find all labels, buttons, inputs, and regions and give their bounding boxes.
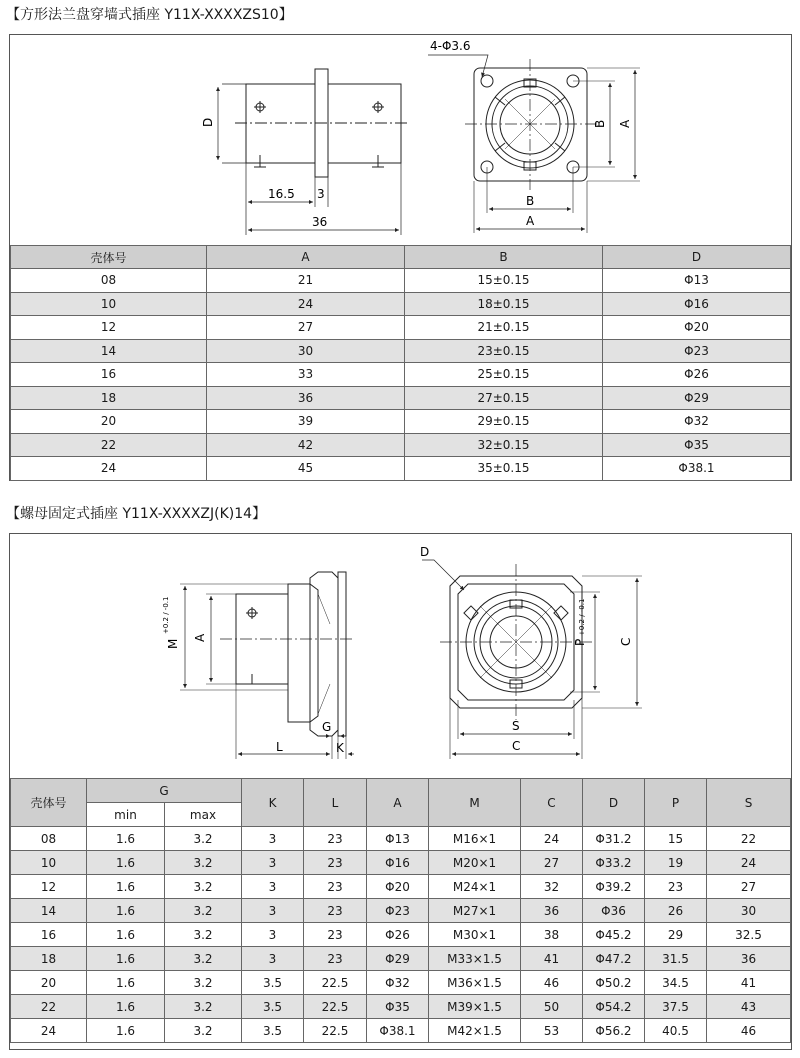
th-k: K [242,779,304,827]
table-cell: 18±0.15 [405,292,603,316]
table-cell: 30 [207,339,405,363]
table-cell: 12 [11,316,207,340]
table-cell: 27 [207,316,405,340]
table-cell: 27±0.15 [405,386,603,410]
table-cell: 16 [11,923,87,947]
dim-p-tolerance: +0.2 / -0.1 [578,598,586,636]
table-cell: 36 [707,947,791,971]
table-row [11,827,791,851]
table-cell: 33 [207,363,405,387]
dim-a-right-label: A [618,119,632,128]
section1-title: 【方形法兰盘穿墙式插座 Y11X-XXXXZS10】 [6,7,293,23]
table-cell: 20 [11,410,207,434]
table-cell: Φ32 [367,971,429,995]
table-cell: 23±0.15 [405,339,603,363]
table-cell: M39×1.5 [429,995,521,1019]
table-cell: 20 [11,971,87,995]
table-cell: 39 [207,410,405,434]
table-row [11,269,791,293]
table-cell: M16×1 [429,827,521,851]
table-cell: 22.5 [304,1019,367,1043]
table-cell: Φ23 [603,339,791,363]
table-cell: 1.6 [87,923,165,947]
table-cell: 1.6 [87,875,165,899]
table-cell: 26 [645,899,707,923]
table-cell: Φ26 [367,923,429,947]
table-cell: Φ35 [367,995,429,1019]
table-row [11,410,791,434]
table-cell: 22.5 [304,971,367,995]
table-cell: 15 [645,827,707,851]
table-cell: Φ39.2 [583,875,645,899]
table-cell: 29±0.15 [405,410,603,434]
dim-b-bottom-label: B [526,194,535,208]
dim-3-label: 3 [317,187,325,201]
section1-frame [9,34,792,481]
table-cell: Φ20 [367,875,429,899]
table-cell: M42×1.5 [429,1019,521,1043]
hole-label: 4-Φ3.6 [430,39,471,53]
th-s: S [707,779,791,827]
table-cell: 3.2 [165,971,242,995]
table-cell: Φ13 [367,827,429,851]
table-cell: 22.5 [304,995,367,1019]
table-cell: 21 [207,269,405,293]
table-row [11,433,791,457]
table-cell: 21±0.15 [405,316,603,340]
table-row [11,457,791,481]
table-cell: Φ26 [603,363,791,387]
dim-m-tolerance: +0.2 / -0.1 [162,596,170,634]
table-cell: 3.2 [165,875,242,899]
table-row [11,292,791,316]
t1-header-cell: D [603,246,791,269]
table-cell: 31.5 [645,947,707,971]
th-d: D [583,779,645,827]
table-cell: 24 [11,1019,87,1043]
table-row [11,923,791,947]
table-cell: 25±0.15 [405,363,603,387]
table-cell: 3.5 [242,1019,304,1043]
table-cell: 32±0.15 [405,433,603,457]
table-cell: Φ31.2 [583,827,645,851]
table-cell: 12 [11,875,87,899]
table-cell: 3 [242,851,304,875]
table-cell: 15±0.15 [405,269,603,293]
table-cell: 14 [11,899,87,923]
section2-drawing [10,534,791,778]
table-row [11,851,791,875]
table-cell: 3 [242,827,304,851]
table-cell: Φ16 [367,851,429,875]
table-cell: 3 [242,923,304,947]
table-cell: 10 [11,851,87,875]
table-cell: Φ16 [603,292,791,316]
th-shell: 壳体号 [11,779,87,827]
table-row [11,339,791,363]
table-cell: 1.6 [87,1019,165,1043]
table-cell: 3.2 [165,923,242,947]
table-cell: 40.5 [645,1019,707,1043]
dim-p-label: P [573,638,587,646]
table-cell: 38 [521,923,583,947]
table-cell: 41 [707,971,791,995]
dim-a-bottom-label: A [526,214,535,228]
table-cell: 3.2 [165,995,242,1019]
table-cell: 29 [645,923,707,947]
table-cell: 36 [207,386,405,410]
th-m: M [429,779,521,827]
table-cell: 3.2 [165,851,242,875]
table-cell: 23 [304,875,367,899]
table-cell: 22 [707,827,791,851]
table-cell: 18 [11,386,207,410]
table-cell: Φ20 [603,316,791,340]
th-c: C [521,779,583,827]
table-cell: 23 [304,899,367,923]
table-cell: 3.5 [242,995,304,1019]
table-cell: 1.6 [87,851,165,875]
table-row [11,386,791,410]
table-cell: 24 [11,457,207,481]
table-cell: M36×1.5 [429,971,521,995]
table-cell: 3.5 [242,971,304,995]
table-cell: 10 [11,292,207,316]
th-p: P [645,779,707,827]
section1-drawing [10,35,791,245]
table-cell: 50 [521,995,583,1019]
table-cell: 46 [521,971,583,995]
table-cell: 14 [11,339,207,363]
table-cell: Φ38.1 [603,457,791,481]
table-cell: 27 [521,851,583,875]
dim-m-label: M [166,638,180,649]
table-cell: Φ32 [603,410,791,434]
th-g: G [87,779,242,803]
table-cell: 24 [707,851,791,875]
t1-header-cell: A [207,246,405,269]
table-row [11,971,791,995]
table-cell: 23 [304,947,367,971]
table-cell: 27 [707,875,791,899]
table-cell: 3 [242,899,304,923]
table-cell: 24 [207,292,405,316]
table-row [11,995,791,1019]
th-l: L [304,779,367,827]
table-cell: 45 [207,457,405,481]
table-row [11,947,791,971]
table-cell: 1.6 [87,827,165,851]
section2-frame [9,533,792,1050]
table-cell: 19 [645,851,707,875]
table-cell: 1.6 [87,899,165,923]
th-g-min: min [87,803,165,827]
table-cell: 36 [521,899,583,923]
table-cell: Φ54.2 [583,995,645,1019]
table-cell: 08 [11,269,207,293]
dim-l-label: L [276,740,283,754]
table-cell: Φ45.2 [583,923,645,947]
table-cell: 32.5 [707,923,791,947]
table-cell: Φ23 [367,899,429,923]
table-cell: 08 [11,827,87,851]
dim-d-label: D [201,117,215,127]
table-row [11,1019,791,1043]
table-cell: 42 [207,433,405,457]
table-cell: 3 [242,947,304,971]
table-cell: Φ35 [603,433,791,457]
table-cell: Φ13 [603,269,791,293]
table-cell: Φ29 [603,386,791,410]
table-cell: M20×1 [429,851,521,875]
dim-16-5-label: 16.5 [268,187,295,201]
table-cell: M24×1 [429,875,521,899]
t1-header-cell: B [405,246,603,269]
dim-g-label: G [322,720,332,734]
th-g-max: max [165,803,242,827]
table-cell: 37.5 [645,995,707,1019]
side-view [218,69,410,235]
dim-d-label-2: D [420,545,430,559]
table-cell: 32 [521,875,583,899]
table-cell: Φ36 [583,899,645,923]
section1-table [10,245,791,481]
table-row [11,875,791,899]
table-cell: 1.6 [87,995,165,1019]
table-cell: 1.6 [87,947,165,971]
table-cell: 22 [11,433,207,457]
table-cell: M27×1 [429,899,521,923]
dim-k-label: K [336,741,344,755]
table-cell: 30 [707,899,791,923]
dim-c-right-label: C [619,637,633,646]
table-cell: 3.2 [165,947,242,971]
table-cell: 43 [707,995,791,1019]
table-cell: 23 [304,851,367,875]
table-cell: 23 [304,923,367,947]
table-row [11,316,791,340]
t1-header-cell: 壳体号 [11,246,207,269]
table-cell: 46 [707,1019,791,1043]
table-cell: Φ56.2 [583,1019,645,1043]
table-cell: Φ50.2 [583,971,645,995]
table-cell: Φ29 [367,947,429,971]
table-cell: 16 [11,363,207,387]
table-cell: 3.2 [165,827,242,851]
table-cell: Φ33.2 [583,851,645,875]
table-cell: 1.6 [87,971,165,995]
table-cell: 3.2 [165,899,242,923]
table-cell: 3.2 [165,1019,242,1043]
dim-c-bottom-label: C [512,739,521,753]
table-cell: 3 [242,875,304,899]
table-cell: 53 [521,1019,583,1043]
table-cell: 34.5 [645,971,707,995]
section2-title: 【螺母固定式插座 Y11X-XXXXZJ(K)14】 [6,506,267,522]
dim-36-label: 36 [312,215,328,229]
table-cell: 23 [645,875,707,899]
table-cell: 22 [11,995,87,1019]
table-row [11,363,791,387]
table-cell: Φ38.1 [367,1019,429,1043]
table-row [11,899,791,923]
dim-a-label-2: A [193,633,207,642]
th-a: A [367,779,429,827]
table-cell: 24 [521,827,583,851]
front-view-2 [422,560,642,759]
table-cell: 41 [521,947,583,971]
dim-b-right-label: B [593,119,607,128]
table-cell: M30×1 [429,923,521,947]
dim-s-label: S [512,719,520,733]
table-cell: 35±0.15 [405,457,603,481]
table-cell: 23 [304,827,367,851]
section2-table [10,778,791,1043]
table-cell: 18 [11,947,87,971]
table-cell: Φ47.2 [583,947,645,971]
table-cell: M33×1.5 [429,947,521,971]
